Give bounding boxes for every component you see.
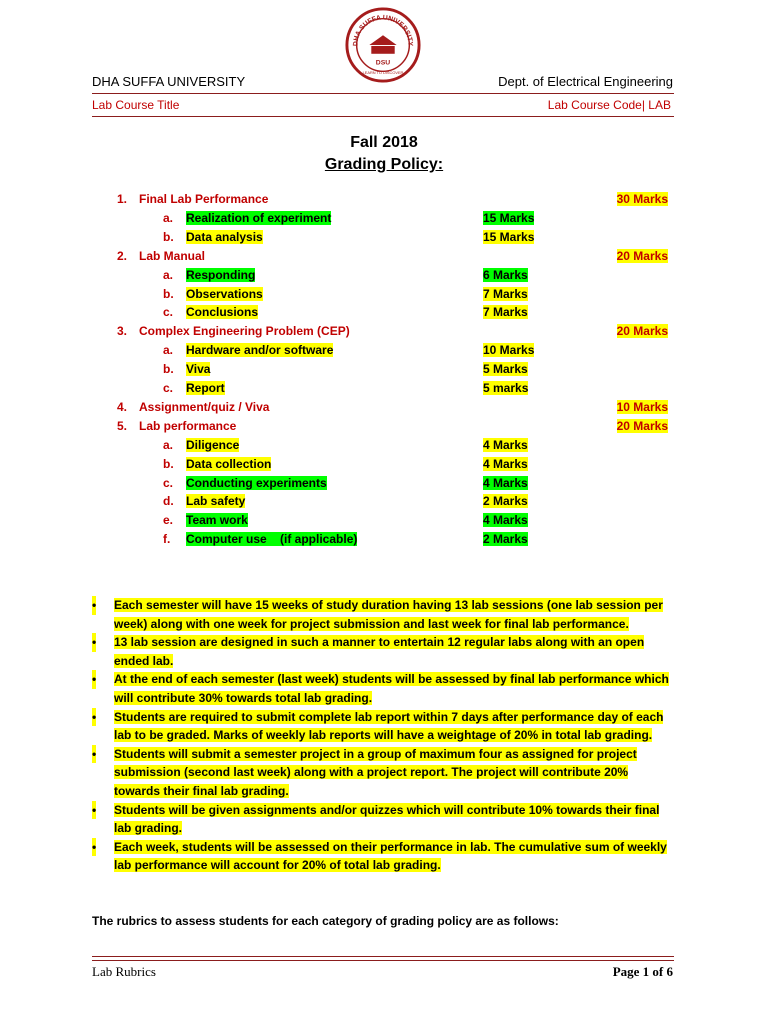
section-label: Assignment/quiz / Viva	[139, 399, 270, 414]
seal-text: DHA SUFFA UNIVERSITY	[352, 14, 414, 47]
semester-title: Fall 2018	[350, 134, 418, 151]
item-label: Realization of experiment	[186, 210, 332, 225]
item-marks: 4 Marks	[483, 456, 528, 471]
item-marks: 7 Marks	[483, 305, 528, 320]
policy-item	[0, 494, 768, 512]
policy-note	[92, 838, 676, 875]
item-marks: 7 Marks	[483, 286, 528, 301]
section-label: Complex Engineering Problem (CEP)	[139, 324, 350, 339]
item-label: Viva	[186, 362, 211, 377]
section-number: 2.	[117, 248, 128, 263]
policy-item	[0, 438, 768, 456]
bullet-icon: •	[92, 596, 96, 615]
item-letter: b.	[163, 456, 174, 471]
item-marks: 4 Marks	[483, 475, 528, 490]
bullet-icon: •	[92, 708, 96, 727]
policy-item	[0, 268, 768, 286]
policy-item	[0, 211, 768, 229]
policy-item	[0, 457, 768, 475]
policy-note	[92, 633, 676, 670]
policy-notes-list	[92, 596, 676, 875]
bullet-icon: •	[92, 633, 96, 652]
header-divider	[92, 93, 674, 94]
page-number: Page 1 of 6	[612, 964, 673, 979]
policy-section	[0, 324, 768, 342]
item-letter: a.	[163, 210, 174, 225]
policy-note-text: Students will be given assignments and/or quizzes which will contribute 10% towards their final lab grading.	[114, 802, 660, 836]
section-marks: 30 Marks	[616, 192, 668, 206]
item-label: Diligence	[186, 437, 240, 452]
item-marks: 15 Marks	[483, 229, 535, 244]
footer-left: Lab Rubrics	[92, 964, 156, 979]
item-label: Lab safety	[186, 494, 246, 509]
section-marks: 10 Marks	[616, 399, 668, 414]
item-label: Data collection	[186, 456, 272, 471]
item-label: Team work	[186, 513, 248, 528]
policy-note	[92, 596, 676, 633]
grading-policy-heading: Grading Policy:	[324, 156, 444, 173]
policy-note-text: At the end of each semester (last week) students will be assessed by final lab performance which will contribute 30% towards total lab grading.	[114, 672, 669, 705]
footer-divider	[92, 956, 674, 961]
section-number: 4.	[117, 399, 128, 414]
item-label: Computer use (if applicable)	[186, 532, 358, 547]
item-letter: d.	[163, 494, 174, 509]
department-name: Dept. of Electrical Engineering	[498, 74, 673, 89]
item-label: Responding	[186, 267, 256, 282]
item-marks: 10 Marks	[483, 343, 535, 358]
subheader-divider	[92, 116, 674, 117]
section-number: 5.	[117, 418, 128, 433]
item-label: Data analysis	[186, 229, 263, 244]
section-label: Lab performance	[139, 418, 237, 433]
seal-abbr: DSU	[375, 59, 391, 67]
policy-section	[0, 192, 768, 210]
university-name: DHA SUFFA UNIVERSITY	[92, 74, 246, 89]
policy-item	[0, 343, 768, 361]
policy-item	[0, 230, 768, 248]
bullet-icon: •	[92, 670, 96, 689]
policy-item	[0, 532, 768, 550]
item-marks: 4 Marks	[483, 513, 528, 528]
policy-item	[0, 476, 768, 494]
section-number: 1.	[117, 192, 128, 206]
item-letter: a.	[163, 267, 174, 282]
policy-note	[92, 801, 676, 838]
university-seal-icon	[344, 6, 422, 84]
item-letter: c.	[163, 305, 174, 320]
policy-section	[0, 419, 768, 437]
policy-note-text: 13 lab session are designed in such a manner to entertain 12 regular labs along with an open ended lab.	[114, 635, 645, 668]
section-number: 3.	[117, 324, 128, 339]
seal-motto: LEARN TO DISCOVER	[362, 70, 404, 76]
item-letter: b.	[163, 362, 174, 377]
item-label: Conducting experiments	[186, 475, 327, 490]
section-marks: 20 Marks	[616, 418, 668, 433]
item-label: Conclusions	[186, 305, 259, 320]
policy-note-text: Students will submit a semester project in a group of maximum four as assigned for project submission (second last week) along with a project report. The project will contribute 20% towards their final lab grading.	[114, 746, 637, 798]
section-marks: 20 Marks	[616, 248, 668, 263]
policy-note-text: Students are required to submit complete lab report within 7 days after performance day of each lab to be graded. Marks of weekly lab reports will have a weightage of 20% in total lab grading.	[114, 709, 664, 743]
policy-note	[92, 745, 676, 801]
section-label: Final Lab Performance	[139, 192, 269, 206]
item-marks: 5 marks	[483, 381, 529, 395]
item-letter: f.	[163, 532, 171, 547]
policy-note-text: Each semester will have 15 weeks of study duration having 13 lab sessions (one lab session per week) along with one week for project submission and last week for final lab performance.	[114, 598, 663, 631]
item-marks: 2 Marks	[483, 494, 528, 509]
policy-section	[0, 400, 768, 418]
policy-item	[0, 513, 768, 531]
policy-note-text: Each week, students will be assessed on their performance in lab. The cumulative sum of weekly lab performance will account for 20% of total lab grading.	[114, 839, 667, 873]
item-marks: 5 Marks	[483, 362, 528, 377]
bullet-icon: •	[92, 801, 96, 820]
section-label: Lab Manual	[139, 248, 206, 263]
course-title: Lab Course Title	[92, 98, 180, 112]
item-label: Observations	[186, 286, 263, 301]
item-letter: b.	[163, 286, 174, 301]
course-code: Lab Course Code| LAB	[547, 98, 671, 112]
bullet-icon: •	[92, 745, 96, 764]
item-marks: 2 Marks	[483, 532, 528, 547]
item-letter: b.	[163, 229, 174, 244]
bullet-icon: •	[92, 838, 96, 857]
policy-note	[92, 708, 676, 745]
item-letter: e.	[163, 513, 174, 528]
policy-section	[0, 249, 768, 267]
item-label: Report	[186, 381, 225, 395]
item-label: Hardware and/or software	[186, 343, 334, 358]
item-letter: c.	[163, 381, 174, 395]
policy-item	[0, 305, 768, 323]
item-marks: 15 Marks	[483, 210, 535, 225]
item-letter: c.	[163, 475, 174, 490]
rubric-intro: The rubrics to assess students for each category of grading policy are as follows:	[92, 914, 559, 928]
policy-item	[0, 381, 768, 399]
policy-item	[0, 362, 768, 380]
policy-item	[0, 287, 768, 305]
item-marks: 6 Marks	[483, 267, 528, 282]
policy-note	[92, 670, 676, 707]
item-marks: 4 Marks	[483, 437, 528, 452]
section-marks: 20 Marks	[616, 324, 668, 339]
item-letter: a.	[163, 343, 174, 358]
item-letter: a.	[163, 437, 174, 452]
